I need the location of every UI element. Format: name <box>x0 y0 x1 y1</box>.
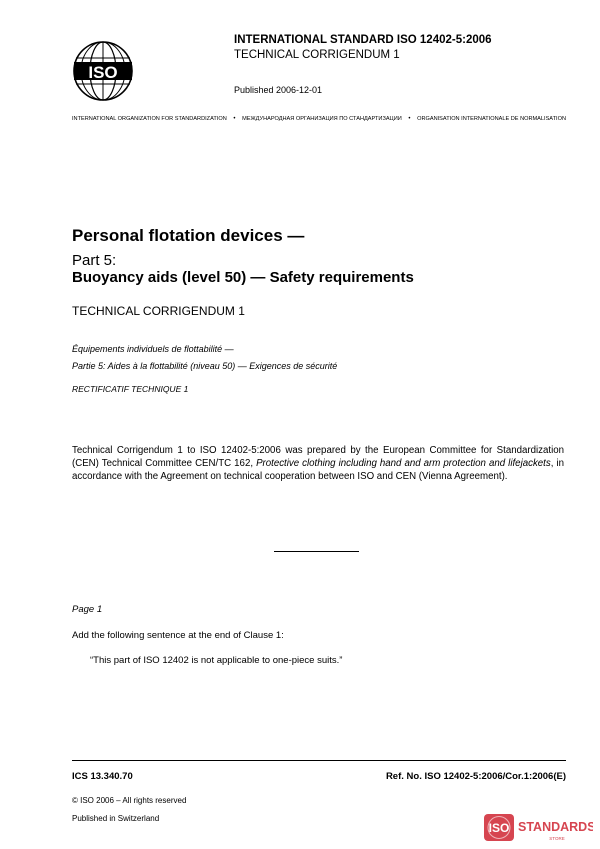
ics-code: ICS 13.340.70 <box>72 771 133 782</box>
badge-sub-label: STORE <box>549 836 565 841</box>
standard-subtitle: TECHNICAL CORRIGENDUM 1 <box>234 49 400 61</box>
publication-date: Published 2006-12-01 <box>234 85 323 95</box>
french-title: Équipements individuels de flottabilité — <box>72 344 234 354</box>
standard-title: INTERNATIONAL STANDARD ISO 12402-5:2006 <box>234 34 492 46</box>
badge-label: STANDARDS <box>518 820 593 834</box>
intro-text-end: , in accordance with the Agreement on technical cooperation between ISO and CEN (Vienna Agreement). <box>72 458 564 482</box>
iso-globe-icon <box>72 40 134 102</box>
bullet-separator: • <box>233 116 236 122</box>
published-in: Published in Switzerland <box>72 814 160 823</box>
standards-store-badge <box>483 812 593 844</box>
document-part-title: Buoyancy aids (level 50) — Safety requirements <box>72 269 414 286</box>
intro-committee-scope: Protective clothing including hand and arm protection and lifejackets <box>256 458 551 469</box>
reference-number: Ref. No. ISO 12402-5:2006/Cor.1:2006(E) <box>385 771 566 782</box>
amendment-instruction: Add the following sentence at the end of Clause 1: <box>72 630 284 641</box>
footer-rule <box>72 760 566 761</box>
copyright-notice: © ISO 2006 – All rights reserved <box>72 796 187 805</box>
corrigendum-label: TECHNICAL CORRIGENDUM 1 <box>72 304 245 318</box>
document-part-label: Part 5: <box>72 252 117 269</box>
org-name-french: ORGANISATION INTERNATIONALE DE NORMALISATION <box>417 116 566 122</box>
section-divider <box>274 551 359 552</box>
org-name-english: INTERNATIONAL ORGANIZATION FOR STANDARDIZATION <box>72 116 227 122</box>
bullet-separator: • <box>408 116 411 122</box>
org-name-russian: МЕЖДУНАРОДНАЯ ОРГАНИЗАЦИЯ ПО СТАНДАРТИЗАЦИИ <box>242 116 402 122</box>
french-part-title: Partie 5: Aides à la flottabilité (niveau 50) — Exigences de sécurité <box>72 361 338 371</box>
badge-iso-text: ISO <box>488 821 510 835</box>
organization-line <box>72 116 566 122</box>
intro-text-start: Technical Corrigendum 1 to ISO 12402-5:2006 was prepared by the European Committee for Standardization (CEN) Technical Committee CEN/TC 162, <box>72 445 564 469</box>
page-reference: Page 1 <box>72 604 103 615</box>
iso-logo <box>72 40 134 102</box>
document-main-title: Personal flotation devices — <box>72 226 305 245</box>
standards-store-logo-icon <box>483 812 593 844</box>
amendment-quote: “This part of ISO 12402 is not applicable to one-piece suits.” <box>90 655 343 666</box>
intro-paragraph <box>72 444 564 483</box>
iso-logo-text: ISO <box>88 63 118 82</box>
french-rectificatif: RECTIFICATIF TECHNIQUE 1 <box>72 384 189 394</box>
